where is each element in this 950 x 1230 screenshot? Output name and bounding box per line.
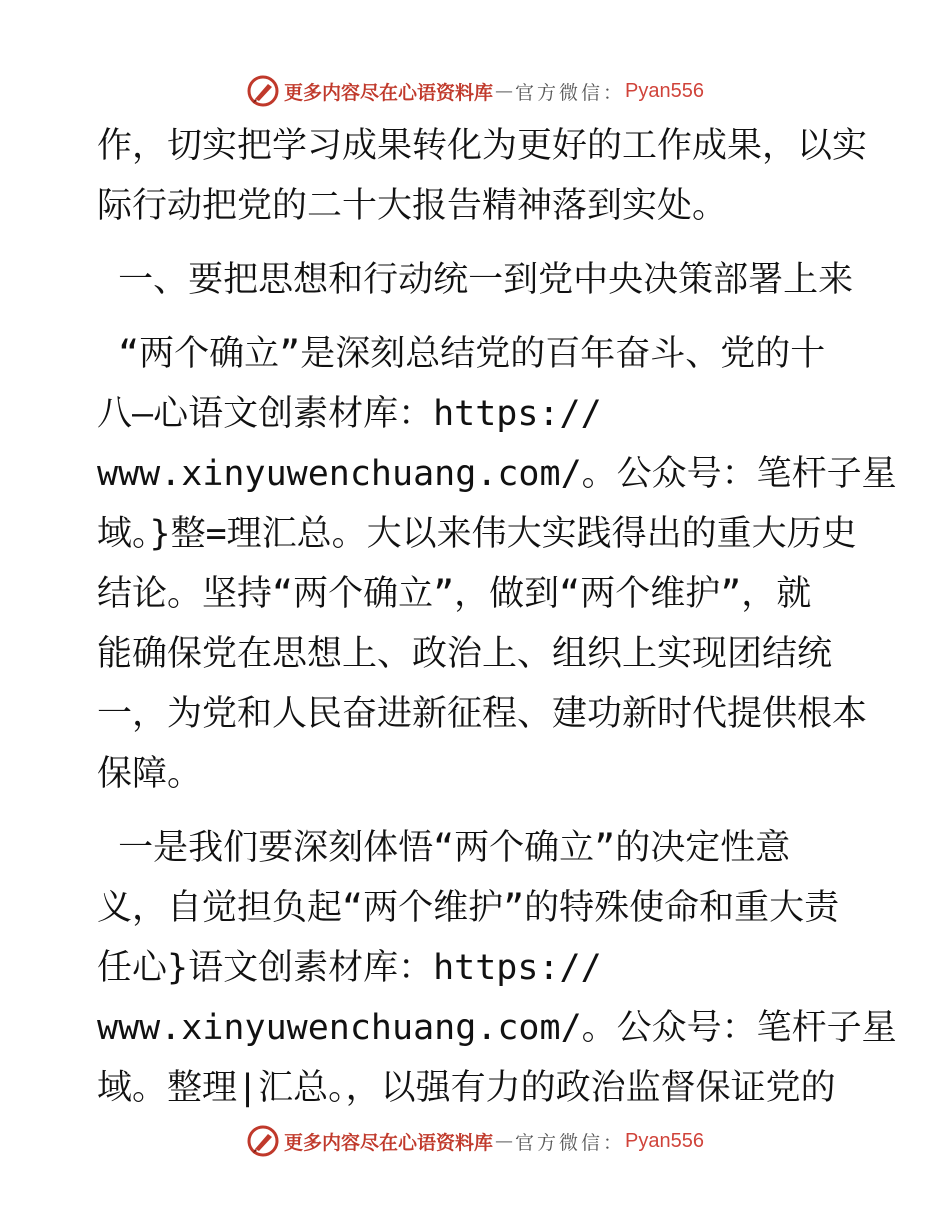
banner-dash: —: [495, 80, 514, 102]
footer-banner: [0, 1121, 950, 1161]
banner-wechat-id: Pyan556: [625, 1129, 704, 1152]
pen-logo-icon: [246, 1124, 280, 1158]
text-line: www.xinyuwenchuang.com/。公众号：笔杆子星: [97, 1008, 897, 1048]
text-line: 一，为党和人民奋进新征程、建功新时代提供根本: [97, 694, 868, 734]
text-line: 义，自觉担负起“两个维护”的特殊使命和重大责: [97, 888, 840, 928]
text-line: 作，切实把学习成果转化为更好的工作成果，以实: [97, 126, 868, 166]
document-body: [97, 116, 897, 1118]
banner-text: 更多内容尽在心语资料库: [284, 81, 494, 104]
text-line: 结论。坚持“两个确立”，做到“两个维护”，就: [97, 574, 812, 614]
text-line: 能确保党在思想上、政治上、组织上实现团结统: [97, 634, 833, 674]
banner-wechat-id: Pyan556: [625, 79, 704, 102]
text-line: 保障。: [97, 754, 203, 794]
text-line: 域。整理|汇总。，以强有力的政治监督保证党的: [97, 1068, 836, 1108]
section-heading: 一、要把思想和行动统一到党中央决策部署上来: [97, 260, 854, 300]
text-line: www.xinyuwenchuang.com/。公众号：笔杆子星: [97, 454, 897, 494]
text-line: 一是我们要深刻体悟“两个确立”的决定性意: [97, 828, 791, 868]
text-line: 域。}整=理汇总。大以来伟大实践得出的重大历史: [97, 514, 857, 554]
banner-official: 官方微信：: [515, 1131, 626, 1154]
text-line: 任心}语文创素材库：https://: [97, 948, 602, 988]
text-line: “两个确立”是深刻总结党的百年奋斗、党的十: [97, 334, 826, 374]
text-line: 际行动把党的二十大报告精神落到实处。: [97, 186, 728, 226]
banner-text: 更多内容尽在心语资料库: [284, 1131, 494, 1154]
pen-logo-icon: [246, 74, 280, 108]
text-line: 八—心语文创素材库：https://: [97, 394, 602, 434]
header-banner: [0, 71, 950, 111]
banner-dash: —: [495, 1130, 514, 1152]
banner-official: 官方微信：: [515, 81, 626, 104]
